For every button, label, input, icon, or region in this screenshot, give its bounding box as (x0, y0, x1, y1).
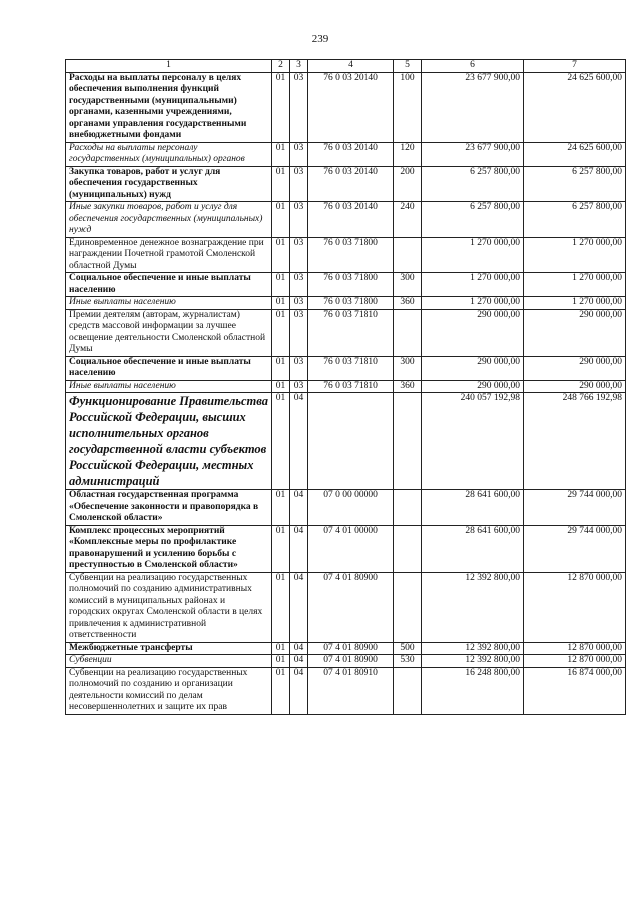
subsection-code: 03 (290, 237, 308, 273)
subsection-code: 03 (290, 273, 308, 297)
amount-year-1: 28 641 600,00 (422, 525, 524, 572)
subsection-code: 03 (290, 142, 308, 166)
target-article-code: 07 4 01 80910 (308, 667, 394, 714)
subsection-code: 03 (290, 202, 308, 238)
amount-year-2: 290 000,00 (524, 309, 626, 356)
section-code: 01 (272, 572, 290, 642)
item-name: Расходы на выплаты персоналу в целях обеспечения выполнения функций государственными (муниципальными) органами, казенными учреждениями, органами управления государственными внебюджетными фондами (66, 72, 272, 142)
item-name: Субвенции на реализацию государственных полномочий по созданию административных комиссий в муниципальных районах и городских округах Смоленской области в целях привлечения к административной ответственности (66, 572, 272, 642)
amount-year-1: 16 248 800,00 (422, 667, 524, 714)
amount-year-2: 1 270 000,00 (524, 297, 626, 310)
subsection-code: 03 (290, 72, 308, 142)
item-name: Социальное обеспечение и иные выплаты населению (66, 356, 272, 380)
table-row (66, 273, 626, 297)
subsection-code: 04 (290, 525, 308, 572)
amount-year-1: 12 392 800,00 (422, 642, 524, 655)
table-row (66, 525, 626, 572)
table-row (66, 356, 626, 380)
amount-year-2: 12 870 000,00 (524, 655, 626, 668)
target-article-code: 76 0 03 71800 (308, 273, 394, 297)
amount-year-2: 12 870 000,00 (524, 572, 626, 642)
item-name: Иные закупки товаров, работ и услуг для обеспечения государственных (муниципальных) нужд (66, 202, 272, 238)
expense-type-code: 120 (394, 142, 422, 166)
section-code: 01 (272, 655, 290, 668)
target-article-code: 76 0 03 71800 (308, 297, 394, 310)
expense-type-code (394, 393, 422, 490)
subsection-code: 04 (290, 642, 308, 655)
target-article-code: 76 0 03 71810 (308, 309, 394, 356)
amount-year-2: 12 870 000,00 (524, 642, 626, 655)
subsection-code: 03 (290, 166, 308, 202)
amount-year-1: 1 270 000,00 (422, 297, 524, 310)
amount-year-2: 6 257 800,00 (524, 166, 626, 202)
section-code: 01 (272, 297, 290, 310)
section-code: 01 (272, 642, 290, 655)
subsection-code: 04 (290, 490, 308, 526)
section-code: 01 (272, 667, 290, 714)
item-name: Субвенции на реализацию государственных полномочий по созданию и организации деятельности комиссий по делам несовершеннолетних и защите их прав (66, 667, 272, 714)
column-header: 2 (272, 60, 290, 73)
target-article-code (308, 393, 394, 490)
subsection-code: 04 (290, 667, 308, 714)
amount-year-2: 1 270 000,00 (524, 273, 626, 297)
table-header-row (66, 60, 626, 73)
expense-type-code: 360 (394, 380, 422, 393)
expense-type-code (394, 237, 422, 273)
column-header: 5 (394, 60, 422, 73)
amount-year-2: 24 625 600,00 (524, 142, 626, 166)
item-name: Субвенции (66, 655, 272, 668)
expense-type-code (394, 667, 422, 714)
table-row (66, 572, 626, 642)
section-code: 01 (272, 356, 290, 380)
target-article-code: 07 4 01 80900 (308, 642, 394, 655)
table-row (66, 297, 626, 310)
target-article-code: 07 0 00 00000 (308, 490, 394, 526)
subsection-code: 03 (290, 380, 308, 393)
table-row (66, 72, 626, 142)
table-row (66, 642, 626, 655)
target-article-code: 76 0 03 20140 (308, 166, 394, 202)
expense-type-code: 200 (394, 166, 422, 202)
expense-type-code (394, 490, 422, 526)
expense-type-code: 240 (394, 202, 422, 238)
amount-year-2: 16 874 000,00 (524, 667, 626, 714)
section-code: 01 (272, 309, 290, 356)
item-name: Социальное обеспечение и иные выплаты населению (66, 273, 272, 297)
item-name: Единовременное денежное вознаграждение при награждении Почетной грамотой Смоленской областной Думы (66, 237, 272, 273)
table-row (66, 655, 626, 668)
subsection-code: 04 (290, 393, 308, 490)
amount-year-2: 290 000,00 (524, 356, 626, 380)
target-article-code: 76 0 03 20140 (308, 72, 394, 142)
subsection-code: 04 (290, 572, 308, 642)
amount-year-1: 12 392 800,00 (422, 655, 524, 668)
section-code: 01 (272, 202, 290, 238)
table-row (66, 667, 626, 714)
expense-type-code (394, 572, 422, 642)
section-code: 01 (272, 237, 290, 273)
item-name: Иные выплаты населению (66, 297, 272, 310)
section-code: 01 (272, 166, 290, 202)
amount-year-1: 290 000,00 (422, 356, 524, 380)
subsection-code: 03 (290, 309, 308, 356)
column-header: 3 (290, 60, 308, 73)
amount-year-1: 290 000,00 (422, 380, 524, 393)
expense-type-code (394, 525, 422, 572)
amount-year-1: 6 257 800,00 (422, 166, 524, 202)
amount-year-1: 240 057 192,98 (422, 393, 524, 490)
section-code: 01 (272, 380, 290, 393)
item-name: Иные выплаты населению (66, 380, 272, 393)
target-article-code: 07 4 01 80900 (308, 572, 394, 642)
amount-year-2: 1 270 000,00 (524, 237, 626, 273)
table-row (66, 237, 626, 273)
table-row (66, 202, 626, 238)
table-row (66, 309, 626, 356)
subsection-code: 03 (290, 356, 308, 380)
table-row (66, 142, 626, 166)
amount-year-1: 1 270 000,00 (422, 273, 524, 297)
amount-year-2: 29 744 000,00 (524, 490, 626, 526)
item-name: Межбюджетные трансферты (66, 642, 272, 655)
expense-type-code: 360 (394, 297, 422, 310)
target-article-code: 76 0 03 20140 (308, 142, 394, 166)
amount-year-1: 290 000,00 (422, 309, 524, 356)
item-name: Закупка товаров, работ и услуг для обеспечения государственных (муниципальных) нужд (66, 166, 272, 202)
table-row (66, 380, 626, 393)
item-name: Областная государственная программа «Обеспечение законности и правопорядка в Смоленской области» (66, 490, 272, 526)
amount-year-1: 23 677 900,00 (422, 72, 524, 142)
item-name: Комплекс процессных мероприятий «Комплексные меры по профилактике правонарушений и усилению борьбы с преступностью в Смоленской области» (66, 525, 272, 572)
expense-type-code: 300 (394, 356, 422, 380)
section-code: 01 (272, 490, 290, 526)
item-name: Расходы на выплаты персоналу государственных (муниципальных) органов (66, 142, 272, 166)
target-article-code: 07 4 01 80900 (308, 655, 394, 668)
amount-year-1: 1 270 000,00 (422, 237, 524, 273)
amount-year-2: 6 257 800,00 (524, 202, 626, 238)
expense-type-code: 300 (394, 273, 422, 297)
amount-year-2: 248 766 192,98 (524, 393, 626, 490)
target-article-code: 76 0 03 20140 (308, 202, 394, 238)
section-code: 01 (272, 72, 290, 142)
item-name: Функционирование Правительства Российской Федерации, высших исполнительных органов государственной власти субъектов Российской Федерации, местных администраций (66, 393, 272, 490)
subsection-code: 03 (290, 297, 308, 310)
amount-year-1: 12 392 800,00 (422, 572, 524, 642)
column-header: 1 (66, 60, 272, 73)
expense-type-code: 530 (394, 655, 422, 668)
column-header: 4 (308, 60, 394, 73)
amount-year-2: 290 000,00 (524, 380, 626, 393)
table-row (66, 393, 626, 490)
page-number: 239 (311, 33, 329, 45)
section-code: 01 (272, 393, 290, 490)
section-code: 01 (272, 142, 290, 166)
item-name: Премии деятелям (авторам, журналистам) средств массовой информации за лучшее освещение деятельности Смоленской областной Думы (66, 309, 272, 356)
expense-type-code: 100 (394, 72, 422, 142)
target-article-code: 76 0 03 71800 (308, 237, 394, 273)
target-article-code: 76 0 03 71810 (308, 380, 394, 393)
amount-year-1: 6 257 800,00 (422, 202, 524, 238)
table-row (66, 490, 626, 526)
amount-year-1: 28 641 600,00 (422, 490, 524, 526)
amount-year-2: 24 625 600,00 (524, 72, 626, 142)
table-row (66, 166, 626, 202)
budget-table (65, 59, 626, 715)
section-code: 01 (272, 525, 290, 572)
subsection-code: 04 (290, 655, 308, 668)
expense-type-code: 500 (394, 642, 422, 655)
target-article-code: 07 4 01 00000 (308, 525, 394, 572)
section-code: 01 (272, 273, 290, 297)
amount-year-2: 29 744 000,00 (524, 525, 626, 572)
amount-year-1: 23 677 900,00 (422, 142, 524, 166)
target-article-code: 76 0 03 71810 (308, 356, 394, 380)
column-header: 6 (422, 60, 524, 73)
expense-type-code (394, 309, 422, 356)
column-header: 7 (524, 60, 626, 73)
